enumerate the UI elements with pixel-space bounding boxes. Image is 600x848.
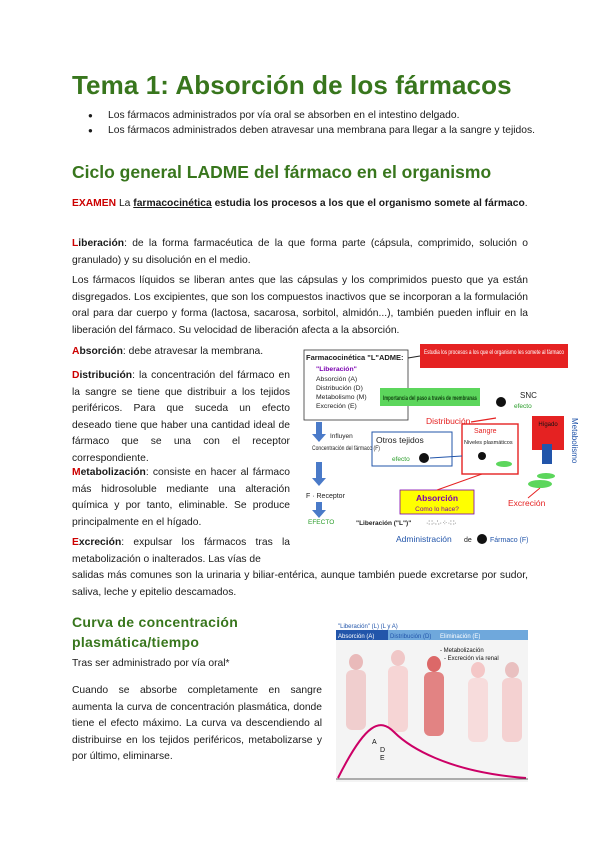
fig-top-label: "Liberación" (L) (L y A) [338, 624, 398, 630]
green-blob [496, 461, 512, 467]
metab-label: - Metabolización [440, 648, 484, 654]
section-heading-ladme: Ciclo general LADME del fármaco en el organismo [72, 162, 492, 182]
receptor-label: F · Receptor [306, 493, 345, 500]
bullet-item: ● Los fármacos administrados por vía oral se absorben en el intestino delgado. [88, 108, 538, 123]
bar-dist: Distribución (D) [390, 634, 432, 640]
efecto-1: efecto [514, 403, 532, 410]
examen-tag: EXAMEN [72, 198, 117, 209]
green-note: Importancia del paso a través de membranas [383, 396, 478, 402]
absorcion-paragraph: Absorción: debe atravesar la membrana. [72, 346, 264, 357]
page-title: Tema 1: Absorción de los fármacos [72, 70, 512, 100]
bar-elim: Eliminación (E) [440, 634, 481, 640]
absorcion-label: Absorción [415, 493, 459, 503]
liquidos-paragraph: Los fármacos líquidos se liberan antes que las cápsulas y los comprimidos puesto que ya están disgregados. Los excipientes, que son los compuestos inactivos que se incorporan a la formulación oral para dar cuerpo y forma (lactosa, sacarosa, sorbitol, almidón...), también pueden influir en la liberación del fármaco. Su velocidad de liberación afecta a la absorción. [72, 275, 528, 336]
letter-e: E [380, 755, 385, 762]
metabolismo-vertical: Metabolismo [570, 418, 579, 464]
excrecion-continuation: salidas más comunes son la urinaria y biliar-entérica, aunque también puede excretarse por sudor, saliva, leche y epitelio descamados. [72, 570, 528, 598]
snc-dot [496, 397, 506, 407]
letter-a: A [372, 739, 377, 746]
sangre-label: Sangre [474, 428, 497, 435]
red-note-box [420, 344, 568, 368]
snc-label: SNC [520, 391, 537, 400]
efecto-3: EFECTO [308, 519, 335, 526]
farmacocinetica-term: farmacocinética [133, 198, 212, 209]
dots-glyphs: ·∷·∴·⁘·∷· [426, 520, 457, 527]
bar-abs: Absorción (A) [338, 634, 375, 640]
curva-intro: Tras ser administrado por vía oral* [72, 658, 230, 669]
distribucion-label: Distribución [426, 416, 471, 426]
concentration-figure [336, 622, 528, 782]
red-note: Estudia los procesos a los que el organismo les somete al fármaco [424, 349, 565, 356]
box-lib: "Liberación" [316, 366, 357, 373]
liberacion-paragraph: Liberación: de la forma farmacéutica de la que forma parte (cápsula, comprimido, solución o granulado) y su disolución en el medio. [72, 238, 528, 266]
box-dis: Distribución (D) [316, 385, 363, 392]
metabolizacion-paragraph: Metabolización: consiste en hacer al fármaco más hidrosoluble mediante una alteración química y por tanto, eliminable. Se produce principalmente en el hígado. [72, 467, 290, 528]
otros-label: Otros tejidos [376, 435, 424, 445]
farmaco-label: Fármaco (F) [490, 537, 529, 544]
letter-d: D [380, 747, 386, 754]
distribucion-paragraph: Distribución: la concentración del fármaco en la sangre se tiene que distribuir a los tejidos periféricos. Para que suceda un efecto deseado tiene que haber una cantidad ideal de fármaco que se una con el receptor correspondiente. [72, 370, 290, 464]
box-title: Farmacocinética "L"ADME: [306, 353, 404, 362]
como-label: Como lo hace? [415, 506, 459, 513]
administracion-label: Administración [396, 534, 452, 544]
excrecion-paragraph: Excreción: expulsar los fármacos tras la metabolización o inalterados. Las vías de [72, 537, 290, 565]
higado-label: Hígado [538, 422, 558, 428]
efecto-2: efecto [392, 456, 410, 463]
bullet-item: ● Los fármacos administrados deben atravesar una membrana para llegar a la sangre y tejidos. [88, 123, 538, 138]
excrecion-label: Excreción [508, 498, 546, 508]
niveles-label: Niveles plasmáticos [464, 440, 513, 446]
excr-label: - Excreción vía renal [444, 656, 499, 662]
ladme-diagram [296, 344, 578, 548]
examen-paragraph: EXAMEN La farmacocinética estudia los procesos a los que el organismo somete al fármaco. [72, 198, 528, 209]
influyen-label: Influyen [330, 433, 353, 440]
box-exc: Excreción (E) [316, 403, 357, 410]
box-abs: Absorción (A) [316, 376, 358, 383]
intro-bullets [88, 108, 538, 138]
section-heading-curva: Curva de concentración plasmática/tiempo [72, 614, 239, 650]
curva-body: Cuando se absorbe completamente en sangre aumenta la curva de concentración plasmática, donde tiene el efecto máximo. La curva va descendiendo al distribuirse en los tejidos periféricos, metabolizarse y por último, eliminarse. [72, 685, 322, 762]
de-label: de [464, 537, 472, 544]
liberacion-l: "Liberación ("L")" [356, 520, 412, 527]
box-met: Metabolismo (M) [316, 394, 367, 401]
concentracion-label: Concentración del fármaco (F) [312, 446, 380, 452]
